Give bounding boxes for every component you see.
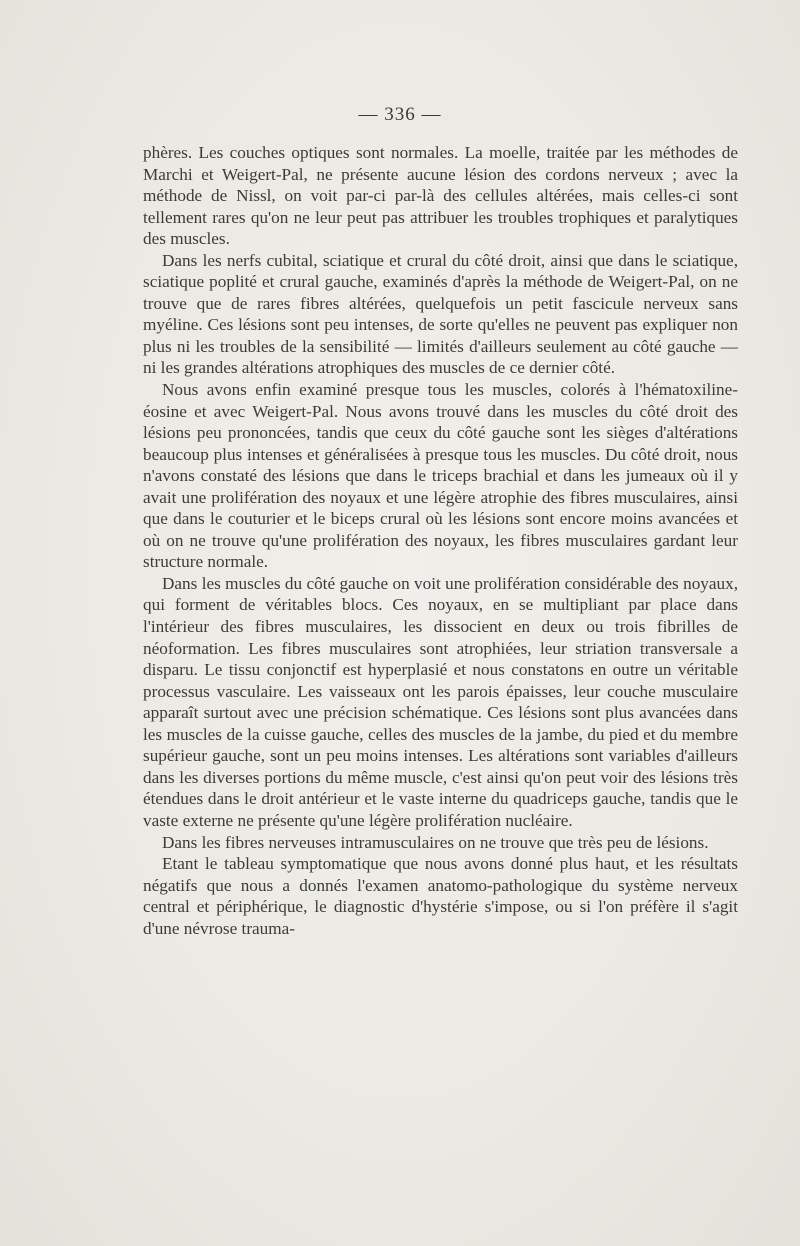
paragraph-1: phères. Les couches optiques sont normales. La moelle, traitée par les méthodes de Marchi et Weigert-Pal, ne présente aucune lésion des cordons nerveux ; avec la méthode de Nissl, on voit par-ci par-là des cellules altérées, mais celles-ci sont tellement rares qu'on ne leur peut pas attribuer les troubles trophiques et paralytiques des muscles. xyxy=(143,143,738,249)
paragraph-3: Nous avons enfin examiné presque tous les muscles, colorés à l'hématoxiline-éosine et avec Weigert-Pal. Nous avons trouvé dans les muscles du côté droit des lésions peu prononcées, tandis que ceux du côté gauche sont les sièges d'altérations beaucoup plus intenses et généralisées à presque tous les muscles. Du côté droit, nous n'avons constaté des lésions que dans le triceps brachial et dans les jumeaux où il y avait une prolifération des noyaux et une légère atrophie des fibres musculaires, ainsi que dans le couturier et le biceps crural où les lésions sont encore moins avancées et où on ne trouve qu'une prolifération des noyaux, les fibres musculaires gardant leur structure normale. xyxy=(143,380,738,572)
body-text xyxy=(143,142,738,939)
paragraph-5: Dans les fibres nerveuses intramusculaires on ne trouve que très peu de lésions. xyxy=(162,832,709,852)
paragraph-2: Dans les nerfs cubital, sciatique et crural du côté droit, ainsi que dans le sciatique, sciatique poplité et crural gauche, examinés d'après la méthode de Weigert-Pal, on ne trouve que de rares fibres altérées, quelquefois un petit fascicule nerveux sans myéline. Ces lésions sont peu intenses, de sorte qu'elles ne peuvent pas expliquer non plus ni les troubles de la sensibilité — limités d'ailleurs seulement au côté gauche — ni les grandes altérations atrophiques des muscles de ce dernier côté. xyxy=(143,250,738,378)
paragraph-4: Dans les muscles du côté gauche on voit une prolifération considérable des noyaux, qui forment de véritables blocs. Ces noyaux, en se multipliant par place dans l'intérieur des fibres musculaires, les dissocient en deux ou trois fibrilles de néoformation. Les fibres musculaires sont atrophiées, leur striation transversale a disparu. Le tissu conjonctif est hyperplasié et nous constatons en outre un véritable processus vasculaire. Les vaisseaux ont les parois épaisses, leur couche musculaire apparaît surtout avec une précision schématique. Ces lésions sont plus avancées dans les muscles de la cuisse gauche, celles des muscles de la jambe, du pied et du membre supérieur gauche, sont un peu moins intenses. Les altérations sont variables d'ailleurs dans les diverses portions du même muscle, c'est ainsi qu'on peut voir des lésions très étendues dans le droit antérieur et le vaste interne du quadriceps gauche, tandis que le vaste externe ne présente qu'une légère prolifération nucléaire. xyxy=(143,573,738,830)
paragraph-6: Etant le tableau symptomatique que nous avons donné plus haut, et les résultats négatifs que nous a donnés l'examen anatomo-pathologique du système nerveux central et périphérique, le diagnostic d'hystérie s'impose, ou si l'on préfère il s'agit d'une névrose trauma- xyxy=(143,854,738,938)
page-number: — 336 — xyxy=(358,104,442,125)
